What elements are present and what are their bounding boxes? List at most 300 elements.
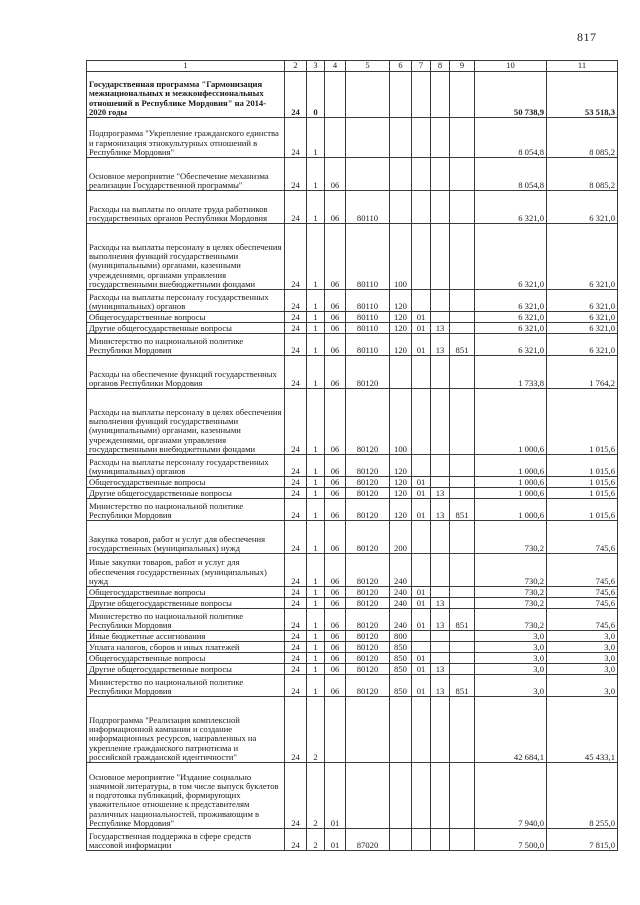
table-row <box>87 334 618 356</box>
table-body <box>87 61 618 851</box>
code-subprogram: 1 <box>307 554 325 587</box>
table-row <box>87 521 618 554</box>
code-direction: 80120 <box>346 389 390 455</box>
code-expense-type <box>390 697 412 763</box>
code-subprogram: 2 <box>307 829 325 851</box>
amount-year-2: 53 518,3 <box>547 72 618 118</box>
code-section <box>412 455 431 477</box>
code-expense-type: 850 <box>390 653 412 664</box>
code-direction: 80120 <box>346 653 390 664</box>
code-section: 01 <box>412 323 431 334</box>
code-subprogram: 1 <box>307 653 325 664</box>
row-name: Уплата налогов, сборов и иных платежей <box>87 642 285 653</box>
code-direction: 80120 <box>346 477 390 488</box>
code-subprogram: 1 <box>307 664 325 675</box>
amount-year-1: 3,0 <box>475 631 547 642</box>
page-number: 817 <box>577 30 597 44</box>
code-measure: 06 <box>325 224 346 290</box>
code-ministry: 24 <box>285 323 307 334</box>
code-subprogram: 1 <box>307 290 325 312</box>
amount-year-1: 730,2 <box>475 598 547 609</box>
code-section <box>412 763 431 829</box>
amount-year-1: 3,0 <box>475 664 547 675</box>
code-subsection: 13 <box>431 675 450 697</box>
code-ministry: 24 <box>285 521 307 554</box>
column-header: 5 <box>346 61 390 72</box>
amount-year-1: 1 000,6 <box>475 488 547 499</box>
code-subprogram: 1 <box>307 191 325 224</box>
code-administrator <box>450 631 475 642</box>
code-administrator <box>450 72 475 118</box>
table-row <box>87 158 618 191</box>
amount-year-1: 6 321,0 <box>475 312 547 323</box>
code-subprogram: 1 <box>307 356 325 389</box>
code-ministry: 24 <box>285 609 307 631</box>
row-name: Министерство по национальной политике Республики Мордовия <box>87 334 285 356</box>
code-direction <box>346 697 390 763</box>
code-expense-type: 120 <box>390 499 412 521</box>
amount-year-1: 7 940,0 <box>475 763 547 829</box>
code-section: 01 <box>412 664 431 675</box>
code-ministry: 24 <box>285 191 307 224</box>
amount-year-1: 730,2 <box>475 609 547 631</box>
row-name: Министерство по национальной политике Республики Мордовия <box>87 609 285 631</box>
row-name: Основное мероприятие "Обеспечение механизма реализации Государственной программы" <box>87 158 285 191</box>
amount-year-2: 8 255,0 <box>547 763 618 829</box>
code-measure: 06 <box>325 642 346 653</box>
table-row <box>87 664 618 675</box>
code-subsection <box>431 290 450 312</box>
code-expense-type: 200 <box>390 521 412 554</box>
amount-year-2: 6 321,0 <box>547 312 618 323</box>
amount-year-1: 6 321,0 <box>475 323 547 334</box>
row-name: Другие общегосударственные вопросы <box>87 488 285 499</box>
code-section <box>412 158 431 191</box>
code-administrator <box>450 664 475 675</box>
code-measure: 06 <box>325 477 346 488</box>
code-subsection: 13 <box>431 334 450 356</box>
code-direction: 80110 <box>346 323 390 334</box>
table-row <box>87 697 618 763</box>
table-row <box>87 631 618 642</box>
code-ministry: 24 <box>285 118 307 158</box>
table-row <box>87 763 618 829</box>
code-section: 01 <box>412 488 431 499</box>
code-section <box>412 72 431 118</box>
amount-year-2: 1 015,6 <box>547 389 618 455</box>
code-ministry: 24 <box>285 312 307 323</box>
code-administrator <box>450 477 475 488</box>
code-ministry: 24 <box>285 554 307 587</box>
amount-year-2: 1 015,6 <box>547 499 618 521</box>
code-measure: 06 <box>325 609 346 631</box>
code-direction: 80120 <box>346 675 390 697</box>
column-header: 1 <box>87 61 285 72</box>
row-name: Иные бюджетные ассигнования <box>87 631 285 642</box>
table-row <box>87 356 618 389</box>
table-row <box>87 323 618 334</box>
code-subprogram: 2 <box>307 697 325 763</box>
code-section <box>412 290 431 312</box>
table-row <box>87 455 618 477</box>
code-section: 01 <box>412 609 431 631</box>
code-ministry: 24 <box>285 224 307 290</box>
code-direction: 80120 <box>346 642 390 653</box>
code-measure: 06 <box>325 521 346 554</box>
column-header: 9 <box>450 61 475 72</box>
code-administrator: 851 <box>450 334 475 356</box>
code-subprogram: 2 <box>307 763 325 829</box>
code-direction: 80120 <box>346 521 390 554</box>
table-row <box>87 598 618 609</box>
table-row <box>87 312 618 323</box>
code-measure: 06 <box>325 334 346 356</box>
code-measure: 06 <box>325 587 346 598</box>
amount-year-2: 6 321,0 <box>547 290 618 312</box>
amount-year-2: 3,0 <box>547 653 618 664</box>
code-direction <box>346 118 390 158</box>
amount-year-2: 6 321,0 <box>547 191 618 224</box>
amount-year-2: 745,6 <box>547 598 618 609</box>
code-expense-type: 850 <box>390 675 412 697</box>
table-row <box>87 642 618 653</box>
code-measure: 06 <box>325 389 346 455</box>
code-measure: 06 <box>325 323 346 334</box>
amount-year-1: 50 738,9 <box>475 72 547 118</box>
code-expense-type: 100 <box>390 224 412 290</box>
code-expense-type: 800 <box>390 631 412 642</box>
row-name: Подпрограмма "Укрепление гражданского единства и гармонизация этнокультурных отношений в Республике Мордовия" <box>87 118 285 158</box>
code-direction: 80120 <box>346 488 390 499</box>
code-subprogram: 1 <box>307 488 325 499</box>
code-subsection <box>431 312 450 323</box>
amount-year-2: 45 433,1 <box>547 697 618 763</box>
row-name: Общегосударственные вопросы <box>87 653 285 664</box>
row-name: Основное мероприятие "Издание социально значимой литературы, в том числе выпуск буклетов и подготовка публикаций, формирующих уважительное отношение к представителям различных национальностей, проживающим в Республике Мордовия" <box>87 763 285 829</box>
code-measure: 06 <box>325 631 346 642</box>
code-measure: 06 <box>325 158 346 191</box>
code-section: 01 <box>412 312 431 323</box>
table-row <box>87 118 618 158</box>
code-measure: 06 <box>325 356 346 389</box>
code-measure: 06 <box>325 455 346 477</box>
code-expense-type: 120 <box>390 323 412 334</box>
code-expense-type: 120 <box>390 455 412 477</box>
code-ministry: 24 <box>285 642 307 653</box>
code-ministry: 24 <box>285 356 307 389</box>
code-ministry: 24 <box>285 664 307 675</box>
table-row <box>87 499 618 521</box>
code-ministry: 24 <box>285 158 307 191</box>
code-administrator <box>450 598 475 609</box>
code-direction: 80120 <box>346 455 390 477</box>
code-section <box>412 224 431 290</box>
code-ministry: 24 <box>285 675 307 697</box>
code-subsection <box>431 763 450 829</box>
code-administrator <box>450 356 475 389</box>
amount-year-2: 745,6 <box>547 609 618 631</box>
table-row <box>87 609 618 631</box>
code-subsection <box>431 521 450 554</box>
code-ministry: 24 <box>285 598 307 609</box>
amount-year-2: 7 815,0 <box>547 829 618 851</box>
column-header: 7 <box>412 61 431 72</box>
code-measure <box>325 72 346 118</box>
amount-year-2: 6 321,0 <box>547 334 618 356</box>
code-subprogram: 1 <box>307 118 325 158</box>
column-header: 8 <box>431 61 450 72</box>
code-expense-type: 120 <box>390 477 412 488</box>
code-subsection <box>431 389 450 455</box>
code-section: 01 <box>412 598 431 609</box>
code-subsection <box>431 224 450 290</box>
code-direction: 80110 <box>346 312 390 323</box>
code-section: 01 <box>412 675 431 697</box>
code-measure: 01 <box>325 829 346 851</box>
code-administrator <box>450 653 475 664</box>
code-section <box>412 118 431 158</box>
code-subprogram: 1 <box>307 609 325 631</box>
code-administrator <box>450 521 475 554</box>
code-ministry: 24 <box>285 587 307 598</box>
code-section <box>412 191 431 224</box>
budget-table <box>86 60 618 851</box>
table-row <box>87 224 618 290</box>
row-name: Общегосударственные вопросы <box>87 587 285 598</box>
code-subprogram: 1 <box>307 642 325 653</box>
column-header: 2 <box>285 61 307 72</box>
code-administrator <box>450 587 475 598</box>
code-section: 01 <box>412 653 431 664</box>
table-row <box>87 191 618 224</box>
table-row <box>87 587 618 598</box>
code-section <box>412 642 431 653</box>
row-name: Министерство по национальной политике Республики Мордовия <box>87 675 285 697</box>
amount-year-1: 6 321,0 <box>475 191 547 224</box>
row-name: Другие общегосударственные вопросы <box>87 664 285 675</box>
code-subsection <box>431 158 450 191</box>
amount-year-1: 6 321,0 <box>475 224 547 290</box>
amount-year-2: 8 085,2 <box>547 118 618 158</box>
code-expense-type: 850 <box>390 642 412 653</box>
code-administrator <box>450 290 475 312</box>
code-subsection: 13 <box>431 488 450 499</box>
code-administrator <box>450 118 475 158</box>
amount-year-2: 6 321,0 <box>547 224 618 290</box>
amount-year-2: 3,0 <box>547 664 618 675</box>
code-subsection <box>431 191 450 224</box>
amount-year-2: 745,6 <box>547 554 618 587</box>
row-name: Расходы на выплаты персоналу в целях обеспечения выполнения функций государственными (муниципальными) органами, казенными учреждениями, органами управления государственными внебюджетными фондами <box>87 224 285 290</box>
row-name: Расходы на выплаты по оплате труда работников государственных органов Республики Мордовия <box>87 191 285 224</box>
amount-year-1: 3,0 <box>475 642 547 653</box>
code-subprogram: 1 <box>307 521 325 554</box>
row-name: Государственная программа "Гармонизация межнациональных и межконфессиональных отношений в Республике Мордовия" на 2014-2020 годы <box>87 72 285 118</box>
row-name: Подпрограмма "Реализация комплексной информационной кампании и создание информационных ресурсов, направленных на укрепление гражданского патриотизма и российской гражданской идентичности" <box>87 697 285 763</box>
code-expense-type: 240 <box>390 609 412 631</box>
code-section <box>412 356 431 389</box>
code-measure <box>325 697 346 763</box>
amount-year-2: 8 085,2 <box>547 158 618 191</box>
amount-year-2: 745,6 <box>547 521 618 554</box>
code-subprogram: 1 <box>307 499 325 521</box>
row-name: Другие общегосударственные вопросы <box>87 323 285 334</box>
code-subprogram: 1 <box>307 598 325 609</box>
table-row <box>87 389 618 455</box>
code-administrator: 851 <box>450 609 475 631</box>
code-administrator <box>450 389 475 455</box>
amount-year-1: 1 000,6 <box>475 455 547 477</box>
table-row <box>87 675 618 697</box>
code-ministry: 24 <box>285 389 307 455</box>
code-expense-type <box>390 763 412 829</box>
code-expense-type: 240 <box>390 587 412 598</box>
row-name: Расходы на выплаты персоналу государственных (муниципальных) органов <box>87 290 285 312</box>
code-ministry: 24 <box>285 829 307 851</box>
code-administrator <box>450 829 475 851</box>
code-ministry: 24 <box>285 334 307 356</box>
code-administrator <box>450 488 475 499</box>
code-section: 01 <box>412 499 431 521</box>
code-measure: 06 <box>325 312 346 323</box>
code-direction: 80110 <box>346 224 390 290</box>
code-expense-type <box>390 356 412 389</box>
code-direction: 80120 <box>346 587 390 598</box>
code-ministry: 24 <box>285 697 307 763</box>
code-subprogram: 1 <box>307 675 325 697</box>
column-header: 3 <box>307 61 325 72</box>
column-header: 6 <box>390 61 412 72</box>
code-subprogram: 1 <box>307 312 325 323</box>
code-subprogram: 1 <box>307 158 325 191</box>
code-direction: 80120 <box>346 609 390 631</box>
code-administrator <box>450 191 475 224</box>
code-subprogram: 1 <box>307 224 325 290</box>
code-subprogram: 1 <box>307 631 325 642</box>
code-subsection: 13 <box>431 664 450 675</box>
column-header: 4 <box>325 61 346 72</box>
column-header: 11 <box>547 61 618 72</box>
table-header-row <box>87 61 618 72</box>
amount-year-2: 745,6 <box>547 587 618 598</box>
code-subsection: 13 <box>431 609 450 631</box>
row-name: Закупка товаров, работ и услуг для обеспечения государственных (муниципальных) нужд <box>87 521 285 554</box>
code-section <box>412 829 431 851</box>
code-section <box>412 631 431 642</box>
row-name: Расходы на обеспечение функций государственных органов Республики Мордовия <box>87 356 285 389</box>
code-expense-type <box>390 118 412 158</box>
code-subsection <box>431 631 450 642</box>
amount-year-1: 1 000,6 <box>475 477 547 488</box>
row-name: Расходы на выплаты персоналу в целях обеспечения выполнения функций государственными (муниципальными) органами, казенными учреждениями, органами управления государственными внебюджетными фондами <box>87 389 285 455</box>
code-subsection <box>431 697 450 763</box>
amount-year-1: 730,2 <box>475 587 547 598</box>
code-expense-type: 120 <box>390 312 412 323</box>
amount-year-1: 1 000,6 <box>475 389 547 455</box>
amount-year-2: 6 321,0 <box>547 323 618 334</box>
code-subprogram: 1 <box>307 455 325 477</box>
code-measure: 06 <box>325 554 346 587</box>
code-subsection <box>431 455 450 477</box>
code-subprogram: 1 <box>307 477 325 488</box>
code-administrator <box>450 455 475 477</box>
code-ministry: 24 <box>285 477 307 488</box>
code-ministry: 24 <box>285 488 307 499</box>
code-measure: 06 <box>325 191 346 224</box>
column-header: 10 <box>475 61 547 72</box>
code-expense-type <box>390 829 412 851</box>
amount-year-2: 3,0 <box>547 631 618 642</box>
code-direction: 80110 <box>346 191 390 224</box>
code-subsection <box>431 653 450 664</box>
code-direction: 80120 <box>346 499 390 521</box>
amount-year-1: 7 500,0 <box>475 829 547 851</box>
code-measure: 06 <box>325 653 346 664</box>
code-administrator: 851 <box>450 675 475 697</box>
code-expense-type: 240 <box>390 598 412 609</box>
code-subsection <box>431 118 450 158</box>
code-administrator <box>450 224 475 290</box>
code-ministry: 24 <box>285 653 307 664</box>
amount-year-2: 1 015,6 <box>547 455 618 477</box>
amount-year-1: 3,0 <box>475 653 547 664</box>
code-subprogram: 1 <box>307 334 325 356</box>
code-direction: 80120 <box>346 598 390 609</box>
table-row <box>87 72 618 118</box>
table-row <box>87 290 618 312</box>
code-subsection: 13 <box>431 598 450 609</box>
code-direction: 87020 <box>346 829 390 851</box>
code-subsection: 13 <box>431 323 450 334</box>
row-name: Министерство по национальной политике Республики Мордовия <box>87 499 285 521</box>
amount-year-2: 3,0 <box>547 642 618 653</box>
amount-year-2: 1 764,2 <box>547 356 618 389</box>
code-measure <box>325 118 346 158</box>
code-direction: 80120 <box>346 631 390 642</box>
code-expense-type: 120 <box>390 290 412 312</box>
code-administrator <box>450 158 475 191</box>
code-subsection <box>431 587 450 598</box>
amount-year-1: 730,2 <box>475 554 547 587</box>
code-subsection: 13 <box>431 499 450 521</box>
code-expense-type <box>390 72 412 118</box>
code-measure: 06 <box>325 488 346 499</box>
code-expense-type: 850 <box>390 664 412 675</box>
code-administrator <box>450 312 475 323</box>
code-administrator <box>450 697 475 763</box>
code-direction: 80120 <box>346 664 390 675</box>
code-measure: 06 <box>325 290 346 312</box>
code-measure: 06 <box>325 499 346 521</box>
code-direction <box>346 763 390 829</box>
row-name: Общегосударственные вопросы <box>87 312 285 323</box>
code-subsection <box>431 477 450 488</box>
code-section: 01 <box>412 587 431 598</box>
code-ministry: 24 <box>285 290 307 312</box>
code-direction <box>346 72 390 118</box>
amount-year-1: 6 321,0 <box>475 334 547 356</box>
table-row <box>87 554 618 587</box>
code-ministry: 24 <box>285 631 307 642</box>
table-row <box>87 653 618 664</box>
row-name: Государственная поддержка в сфере средств массовой информации <box>87 829 285 851</box>
code-expense-type: 100 <box>390 389 412 455</box>
amount-year-2: 1 015,6 <box>547 477 618 488</box>
code-expense-type: 240 <box>390 554 412 587</box>
code-subprogram: 1 <box>307 323 325 334</box>
table-row <box>87 829 618 851</box>
code-expense-type: 120 <box>390 488 412 499</box>
